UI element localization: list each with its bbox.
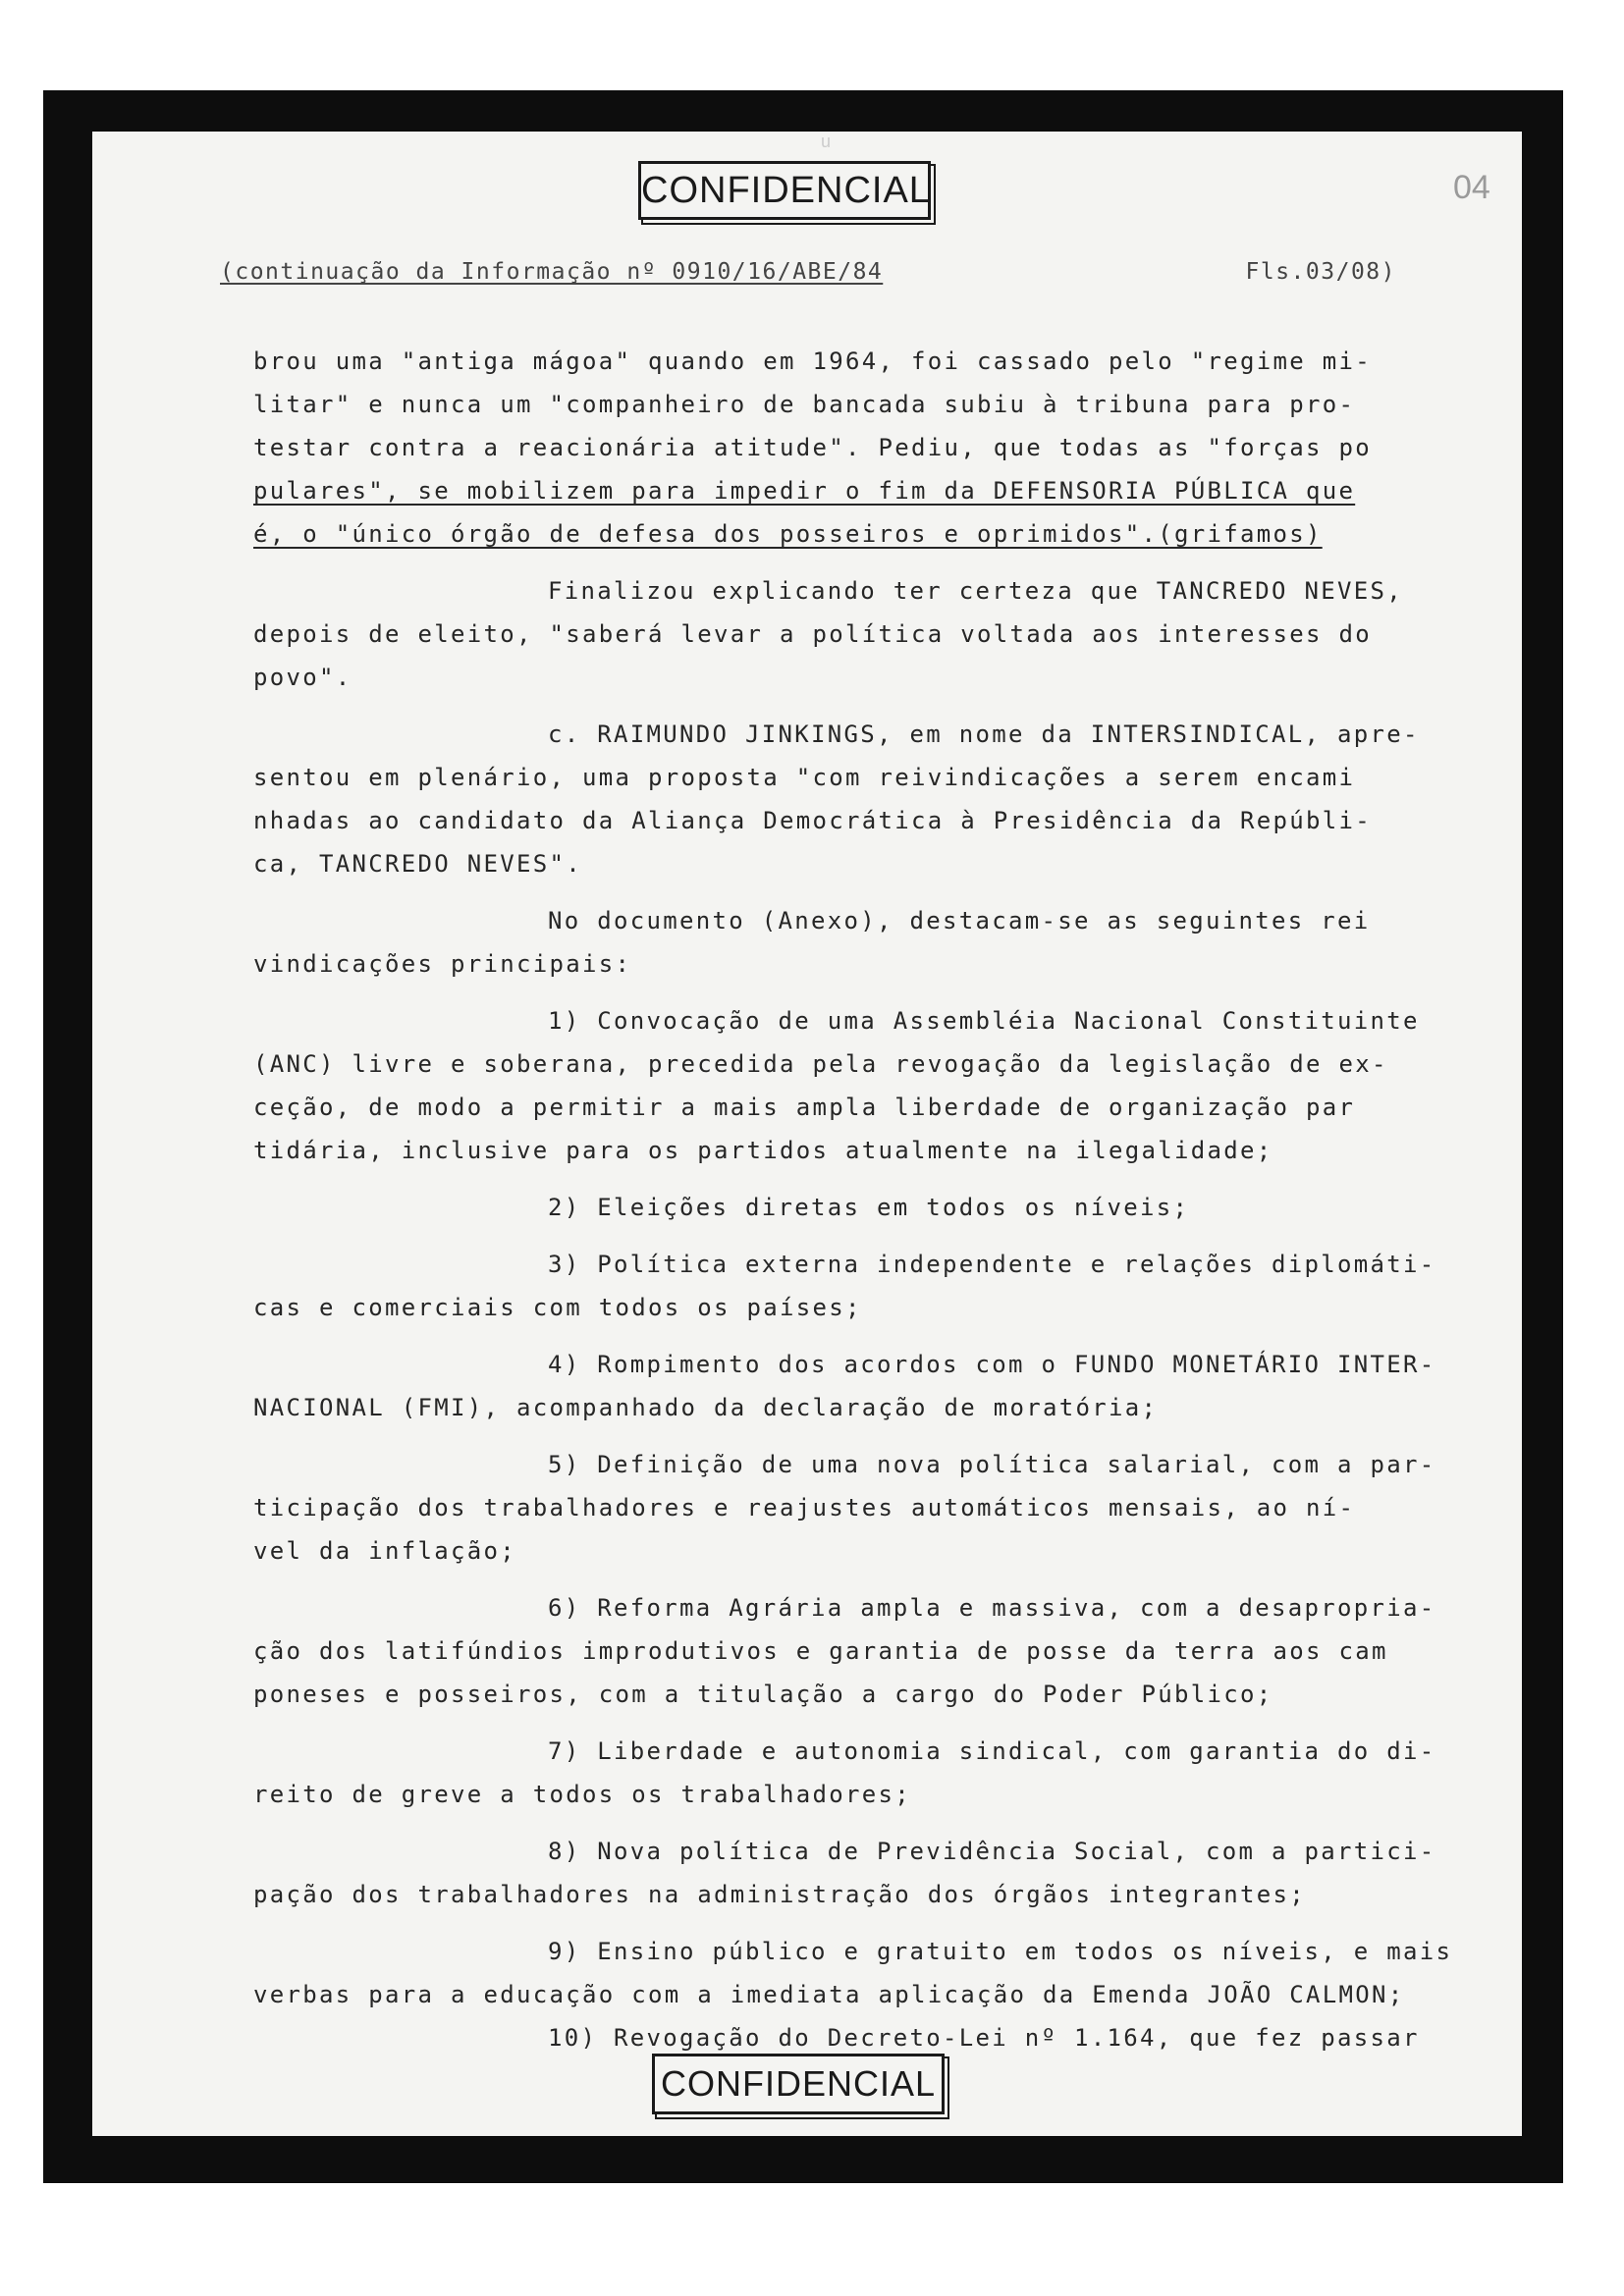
underlined-line: é, o "único órgão de defesa dos posseiros e oprimidos".(grifamos) xyxy=(253,520,1323,548)
paragraph-start: c. RAIMUNDO JINKINGS, em nome da INTERSINDICAL, apre- xyxy=(548,721,1420,748)
text-line: NACIONAL (FMI), acompanhado da declaração de moratória; xyxy=(253,1394,1159,1421)
scan-frame xyxy=(43,90,1563,2183)
list-item: 6) Reforma Agrária ampla e massiva, com a desapropria- xyxy=(548,1594,1436,1622)
text-line: reito de greve a todos os trabalhadores; xyxy=(253,1781,911,1808)
text-line: ca, TANCREDO NEVES". xyxy=(253,850,582,878)
list-item: 2) Eleições diretas em todos os níveis; xyxy=(548,1194,1190,1221)
text-line: ção dos latifúndios improdutivos e garantia de posse da terra aos cam xyxy=(253,1637,1388,1665)
confidential-stamp-top: CONFIDENCIAL xyxy=(638,161,931,220)
page-number: Fls.03/08) xyxy=(1245,259,1396,285)
list-item: 4) Rompimento dos acordos com o FUNDO MONETÁRIO INTER- xyxy=(548,1351,1436,1378)
folio-mark: 04 xyxy=(1453,169,1490,206)
text-line: (ANC) livre e soberana, precedida pela revogação da legislação de ex- xyxy=(253,1050,1388,1078)
text-line: litar" e nunca um "companheiro de bancada subiu à tribuna para pro- xyxy=(253,391,1356,418)
list-item: 3) Política externa independente e relações diplomáti- xyxy=(548,1251,1436,1278)
text-line: vindicações principais: xyxy=(253,950,632,978)
top-mark: u xyxy=(821,132,832,151)
list-item: 1) Convocação de uma Assembléia Nacional Constituinte xyxy=(548,1007,1420,1035)
text-line: poneses e posseiros, com a titulação a cargo do Poder Público; xyxy=(253,1681,1273,1708)
text-line: verbas para a educação com a imediata aplicação da Emenda JOÃO CALMON; xyxy=(253,1981,1405,2008)
text-line: vel da inflação; xyxy=(253,1537,516,1565)
text-line: tidária, inclusive para os partidos atualmente na ilegalidade; xyxy=(253,1137,1273,1164)
text-line: depois de eleito, "saberá levar a política voltada aos interesses do xyxy=(253,620,1372,648)
text-line: nhadas ao candidato da Aliança Democrática à Presidência da Repúbli- xyxy=(253,807,1372,834)
confidential-stamp-bottom: CONFIDENCIAL xyxy=(652,2054,945,2114)
text-line: ticipação dos trabalhadores e reajustes automáticos mensais, ao ní- xyxy=(253,1494,1356,1522)
list-item: 8) Nova política de Previdência Social, com a partici- xyxy=(548,1838,1436,1865)
text-line: cas e comerciais com todos os países; xyxy=(253,1294,862,1321)
document-body xyxy=(253,340,1453,2059)
paragraph-start: No documento (Anexo), destacam-se as seguintes rei xyxy=(548,907,1371,934)
underlined-line: pulares", se mobilizem para impedir o fim da DEFENSORIA PÚBLICA que xyxy=(253,477,1356,505)
list-item: 7) Liberdade e autonomia sindical, com garantia do di- xyxy=(548,1737,1436,1765)
text-line: sentou em plenário, uma proposta "com reivindicações a serem encami xyxy=(253,764,1356,791)
list-item: 9) Ensino público e gratuito em todos os níveis, e mais xyxy=(548,1938,1453,1965)
list-item: 5) Definição de uma nova política salarial, com a par- xyxy=(548,1451,1436,1478)
paragraph-start: Finalizou explicando ter certeza que TANCREDO NEVES, xyxy=(548,577,1403,605)
text-line: brou uma "antiga mágoa" quando em 1964, foi cassado pelo "regime mi- xyxy=(253,347,1372,375)
text-line: ceção, de modo a permitir a mais ampla liberdade de organização par xyxy=(253,1094,1356,1121)
list-item: 10) Revogação do Decreto-Lei nº 1.164, que fez passar xyxy=(548,2024,1420,2052)
text-line: pação dos trabalhadores na administração dos órgãos integrantes; xyxy=(253,1881,1306,1908)
header-reference: (continuação da Informação nº 0910/16/ABE/84 xyxy=(220,259,884,285)
document-page xyxy=(92,132,1522,2136)
text-line: povo". xyxy=(253,664,352,691)
text-line: testar contra a reacionária atitude". Pediu, que todas as "forças po xyxy=(253,434,1372,461)
